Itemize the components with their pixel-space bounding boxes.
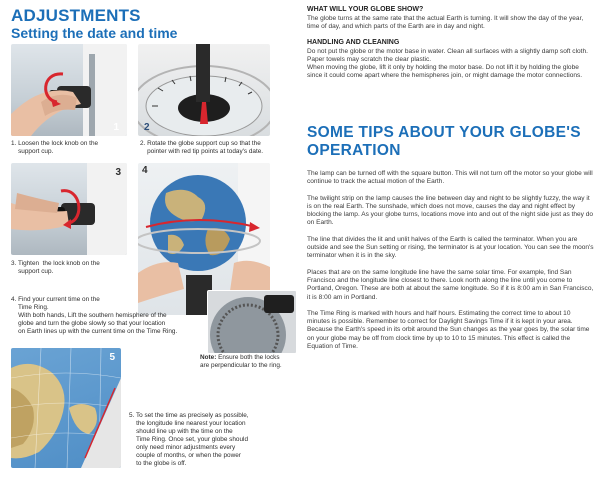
lock-note	[200, 354, 300, 370]
step-number: 1	[113, 122, 119, 133]
tips-title: SOME TIPS ABOUT YOUR GLOBE'S OPERATION	[307, 124, 581, 159]
photo-loosen-lock-knob	[11, 44, 127, 136]
step-number: 2	[144, 122, 150, 133]
step-2-caption: 2. Rotate the globe support cup so that the pointer with red tip points at today's date.	[140, 140, 264, 155]
step-4-caption: 4. Find your current time on the Time Ring. With both hands, Lift the southern hemisphere of the globe and turn the globe slowly so that your location on Earth lines up with the current time on the Time Ring.	[11, 296, 178, 335]
section-heading: HANDLING AND CLEANING	[307, 38, 400, 46]
paragraph: The Time Ring is marked with hours and half hours. Estimating the correct time to about 10 minutes is possible. Remember to correct for Daylight Savings Time if it is kept in your area. Because the Earth's speed in its orbit around the Sun changes as the year goes by, the solar time on your globe may be off from clock time by up to 10 to 15 minutes. This effect is called the Equation of Time.	[307, 309, 590, 351]
page-title: ADJUSTMENTS	[11, 6, 141, 25]
paragraph: Do not put the globe or the motor base in water. Clean all surfaces with a slightly damp soft cloth. Paper towels may scratch the clear plastic. When moving the globe, lift it only by holding the motor base. Do not lift it by holding the globe since it could come apart where the hemispheres join, or might damage the motor connections.	[307, 47, 588, 80]
step-number: 4	[142, 165, 148, 176]
paragraph: The lamp can be turned off with the square button. This will not turn off the motor so your globe will continue to track the actual motion of the Earth.	[307, 170, 593, 186]
paragraph: Places that are on the same longitude line have the same solar time. For example, find San Francisco and the longitude line closest to there. Look north along the line until you come to Portland, Oregon. These are both at about the same longitude. So if it is 8:00 am in San Francisco, it is 8:00 am in Portland.	[307, 268, 594, 301]
photo-tighten-lock-knob	[11, 163, 127, 255]
tips-body	[307, 170, 594, 351]
step-1-caption: 1. Loosen the lock knob on the support cup.	[11, 140, 99, 155]
photo-lock-detail-inset	[207, 290, 297, 354]
page-subtitle: Setting the date and time	[11, 25, 178, 41]
paragraph: The twilight strip on the lamp causes the line between day and night to be slightly fuzzy, the way it is on the real Earth. The sunshade, which does not move, causes the day and night effect by blocking the lamp. As your globe turns, locations move into and out of the night side just as they do on Earth.	[307, 194, 594, 227]
step-5-caption: 5. To set the time as precisely as possible, the longitude line nearest your location should line up with the time on the Time Ring. Once set, your globe should only need minor adjustments every couple of months, or when the power to the globe is off.	[129, 412, 249, 467]
note-label: Note:	[200, 354, 217, 361]
photo-rotate-support-cup	[138, 44, 270, 136]
photo-time-ring-map	[11, 348, 121, 468]
step-3-caption: 3. Tighten the lock knob on the support cup.	[11, 260, 100, 275]
step-number: 5	[109, 352, 115, 363]
paragraph: The globe turns at the same rate that the actual Earth is turning. It will show the day of the year, time of day, and which parts of the Earth are in day and night.	[307, 15, 584, 31]
paragraph: The line that divides the lit and unlit halves of the Earth is called the terminator. When you are outside and see the Sun setting or rising, the terminator is at your location. You can see the moon's terminator when it is in the sky.	[307, 235, 594, 260]
right-column	[307, 6, 594, 81]
note-text: Ensure both the locks are perpendicular to the ring.	[200, 354, 282, 369]
section-heading: WHAT WILL YOUR GLOBE SHOW?	[307, 6, 424, 13]
step-number: 3	[115, 167, 121, 178]
